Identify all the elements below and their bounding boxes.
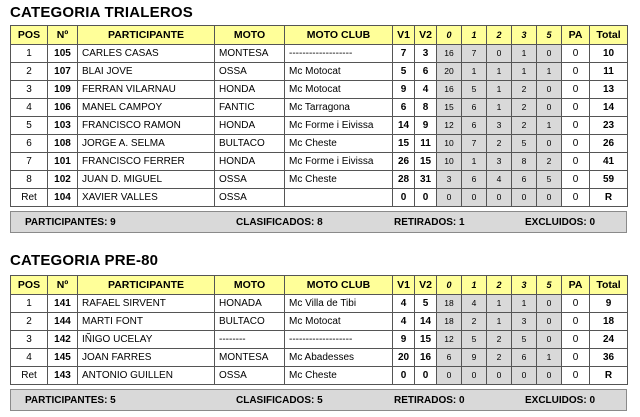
cell-pa: 0 xyxy=(562,81,590,99)
cell-num: 102 xyxy=(48,171,78,189)
cell-p0: 3 xyxy=(437,171,462,189)
table-row xyxy=(11,189,628,207)
cell-v1: 26 xyxy=(393,153,415,171)
col-total: Total xyxy=(590,26,628,45)
cell-v2: 11 xyxy=(415,135,437,153)
cell-p2: 1 xyxy=(487,63,512,81)
cell-pos: Ret xyxy=(11,367,48,385)
cell-moto: HONDA xyxy=(215,81,285,99)
cell-v2: 0 xyxy=(415,189,437,207)
cell-v1: 20 xyxy=(393,349,415,367)
summary-bar xyxy=(10,389,627,411)
summary-retirados: RETIRADOS: 1 xyxy=(394,217,465,228)
cell-participante: JUAN D. MIGUEL xyxy=(78,171,215,189)
cell-pa: 0 xyxy=(562,153,590,171)
cell-pa: 0 xyxy=(562,189,590,207)
cell-p2: 1 xyxy=(487,313,512,331)
cell-p5: 0 xyxy=(537,331,562,349)
cell-moto-club: Mc Cheste xyxy=(285,367,393,385)
cell-num: 144 xyxy=(48,313,78,331)
cell-p3: 3 xyxy=(512,313,537,331)
cell-total: 24 xyxy=(590,331,628,349)
cell-participante: FRANCISCO RAMON xyxy=(78,117,215,135)
cell-moto: MONTESA xyxy=(215,45,285,63)
cell-p2: 1 xyxy=(487,81,512,99)
cell-num: 141 xyxy=(48,295,78,313)
col-pa: PA xyxy=(562,276,590,295)
cell-total: 41 xyxy=(590,153,628,171)
cell-p3: 2 xyxy=(512,81,537,99)
cell-v2: 5 xyxy=(415,295,437,313)
cell-moto-club: ------------------- xyxy=(285,45,393,63)
table-row xyxy=(11,63,628,81)
cell-pa: 0 xyxy=(562,135,590,153)
cell-participante: JORGE A. SELMA xyxy=(78,135,215,153)
summary-bar xyxy=(10,211,627,233)
col-pos: POS xyxy=(11,26,48,45)
cell-moto-club: Mc Cheste xyxy=(285,171,393,189)
cell-p0: 12 xyxy=(437,117,462,135)
cell-pos: 7 xyxy=(11,153,48,171)
table-row xyxy=(11,153,628,171)
cell-v1: 28 xyxy=(393,171,415,189)
cell-p1: 0 xyxy=(462,367,487,385)
cell-p2: 0 xyxy=(487,367,512,385)
col-total: Total xyxy=(590,276,628,295)
cell-p2: 1 xyxy=(487,295,512,313)
cell-p3: 1 xyxy=(512,63,537,81)
col-v2: V2 xyxy=(415,276,437,295)
cell-moto-club: Mc Motocat xyxy=(285,63,393,81)
cell-participante: BLAI JOVE xyxy=(78,63,215,81)
col-p5: 5 xyxy=(537,276,562,295)
col-moto: MOTO xyxy=(215,26,285,45)
cell-p5: 0 xyxy=(537,45,562,63)
summary-clasificados: CLASIFICADOS: 5 xyxy=(236,395,323,406)
cell-moto-club: Mc Villa de Tibi xyxy=(285,295,393,313)
cell-participante: MARTI FONT xyxy=(78,313,215,331)
cell-participante: IÑIGO UCELAY xyxy=(78,331,215,349)
col-p1: 1 xyxy=(462,26,487,45)
cell-v1: 6 xyxy=(393,99,415,117)
cell-v2: 4 xyxy=(415,81,437,99)
cell-pa: 0 xyxy=(562,99,590,117)
cell-pa: 0 xyxy=(562,313,590,331)
col-pos: POS xyxy=(11,276,48,295)
cell-num: 104 xyxy=(48,189,78,207)
cell-p2: 0 xyxy=(487,45,512,63)
col-p5: 5 xyxy=(537,26,562,45)
col-v1: V1 xyxy=(393,26,415,45)
cell-p5: 0 xyxy=(537,367,562,385)
col-p0: 0 xyxy=(437,26,462,45)
cell-moto-club: Mc Forme i Eivissa xyxy=(285,117,393,135)
cell-num: 108 xyxy=(48,135,78,153)
cell-total: 59 xyxy=(590,171,628,189)
cell-total: 36 xyxy=(590,349,628,367)
summary-clasificados: CLASIFICADOS: 8 xyxy=(236,217,323,228)
cell-p0: 10 xyxy=(437,135,462,153)
cell-pos: 8 xyxy=(11,171,48,189)
cell-num: 109 xyxy=(48,81,78,99)
cell-p1: 7 xyxy=(462,135,487,153)
cell-v1: 9 xyxy=(393,331,415,349)
col-v1: V1 xyxy=(393,276,415,295)
cell-p5: 2 xyxy=(537,153,562,171)
cell-p2: 4 xyxy=(487,171,512,189)
cell-pa: 0 xyxy=(562,117,590,135)
cell-moto-club: Mc Forme i Eivissa xyxy=(285,153,393,171)
cell-pa: 0 xyxy=(562,171,590,189)
cell-p0: 18 xyxy=(437,313,462,331)
summary-excluidos: EXCLUIDOS: 0 xyxy=(525,395,596,406)
cell-v1: 15 xyxy=(393,135,415,153)
cell-p0: 0 xyxy=(437,189,462,207)
table-row xyxy=(11,135,628,153)
cell-moto: BULTACO xyxy=(215,313,285,331)
col-p2: 2 xyxy=(487,276,512,295)
cell-v1: 4 xyxy=(393,313,415,331)
col-v2: V2 xyxy=(415,26,437,45)
cell-p0: 16 xyxy=(437,81,462,99)
table-row xyxy=(11,81,628,99)
cell-p5: 0 xyxy=(537,295,562,313)
cell-v2: 3 xyxy=(415,45,437,63)
cell-p3: 0 xyxy=(512,367,537,385)
cell-p1: 2 xyxy=(462,313,487,331)
cell-p3: 5 xyxy=(512,135,537,153)
category-title: CATEGORIA TRIALEROS xyxy=(10,4,193,21)
cell-v2: 15 xyxy=(415,153,437,171)
col-p3: 3 xyxy=(512,26,537,45)
cell-v2: 8 xyxy=(415,99,437,117)
cell-v2: 14 xyxy=(415,313,437,331)
cell-pos: 4 xyxy=(11,99,48,117)
col-p2: 2 xyxy=(487,26,512,45)
cell-p3: 0 xyxy=(512,189,537,207)
cell-p2: 2 xyxy=(487,331,512,349)
cell-p3: 6 xyxy=(512,171,537,189)
cell-p5: 0 xyxy=(537,99,562,117)
cell-p1: 6 xyxy=(462,171,487,189)
cell-p2: 2 xyxy=(487,135,512,153)
cell-p2: 1 xyxy=(487,99,512,117)
table-row xyxy=(11,331,628,349)
cell-moto-club: Mc Motocat xyxy=(285,81,393,99)
cell-moto: MONTESA xyxy=(215,349,285,367)
cell-moto: BULTACO xyxy=(215,135,285,153)
cell-pos: Ret xyxy=(11,189,48,207)
cell-v2: 15 xyxy=(415,331,437,349)
cell-p1: 4 xyxy=(462,295,487,313)
cell-v2: 31 xyxy=(415,171,437,189)
cell-total: 9 xyxy=(590,295,628,313)
cell-num: 103 xyxy=(48,117,78,135)
cell-pos: 5 xyxy=(11,117,48,135)
cell-p2: 0 xyxy=(487,189,512,207)
cell-participante: ANTONIO GUILLEN xyxy=(78,367,215,385)
cell-v2: 0 xyxy=(415,367,437,385)
results-table xyxy=(10,25,628,207)
cell-moto: -------- xyxy=(215,331,285,349)
cell-v1: 14 xyxy=(393,117,415,135)
category-title: CATEGORIA PRE-80 xyxy=(10,252,159,269)
header-row xyxy=(11,26,628,45)
cell-pos: 2 xyxy=(11,313,48,331)
summary-participantes: PARTICIPANTES: 9 xyxy=(25,217,116,228)
cell-p5: 0 xyxy=(537,189,562,207)
cell-num: 106 xyxy=(48,99,78,117)
cell-p1: 0 xyxy=(462,189,487,207)
cell-moto: OSSA xyxy=(215,171,285,189)
cell-v1: 9 xyxy=(393,81,415,99)
cell-p2: 3 xyxy=(487,117,512,135)
cell-moto: HONDA xyxy=(215,153,285,171)
cell-p3: 6 xyxy=(512,349,537,367)
cell-moto-club: Mc Cheste xyxy=(285,135,393,153)
cell-p0: 0 xyxy=(437,367,462,385)
cell-total: 14 xyxy=(590,99,628,117)
cell-v1: 0 xyxy=(393,189,415,207)
cell-participante: JOAN FARRES xyxy=(78,349,215,367)
cell-p1: 6 xyxy=(462,117,487,135)
summary-participantes: PARTICIPANTES: 5 xyxy=(25,395,116,406)
cell-participante: FERRAN VILARNAU xyxy=(78,81,215,99)
col-p3: 3 xyxy=(512,276,537,295)
col-num: Nº xyxy=(48,26,78,45)
cell-pa: 0 xyxy=(562,63,590,81)
cell-total: R xyxy=(590,367,628,385)
cell-p1: 7 xyxy=(462,45,487,63)
cell-p1: 1 xyxy=(462,63,487,81)
cell-pa: 0 xyxy=(562,45,590,63)
cell-p3: 8 xyxy=(512,153,537,171)
cell-moto: FANTIC xyxy=(215,99,285,117)
cell-total: 11 xyxy=(590,63,628,81)
cell-pa: 0 xyxy=(562,367,590,385)
cell-participante: MANEL CAMPOY xyxy=(78,99,215,117)
cell-p2: 2 xyxy=(487,349,512,367)
cell-v1: 5 xyxy=(393,63,415,81)
cell-pos: 3 xyxy=(11,81,48,99)
cell-pa: 0 xyxy=(562,331,590,349)
col-participante: PARTICIPANTE xyxy=(78,26,215,45)
cell-pos: 2 xyxy=(11,63,48,81)
table-row xyxy=(11,349,628,367)
cell-moto: OSSA xyxy=(215,367,285,385)
summary-excluidos: EXCLUIDOS: 0 xyxy=(525,217,596,228)
cell-participante: FRANCISCO FERRER xyxy=(78,153,215,171)
cell-moto-club: ------------------- xyxy=(285,331,393,349)
cell-p0: 20 xyxy=(437,63,462,81)
cell-v2: 9 xyxy=(415,117,437,135)
cell-p0: 6 xyxy=(437,349,462,367)
cell-participante: XAVIER VALLES xyxy=(78,189,215,207)
cell-p1: 1 xyxy=(462,153,487,171)
cell-p3: 2 xyxy=(512,117,537,135)
cell-num: 107 xyxy=(48,63,78,81)
cell-moto: HONDA xyxy=(215,117,285,135)
cell-p5: 1 xyxy=(537,63,562,81)
cell-participante: RAFAEL SIRVENT xyxy=(78,295,215,313)
cell-p5: 0 xyxy=(537,81,562,99)
cell-v2: 16 xyxy=(415,349,437,367)
cell-num: 142 xyxy=(48,331,78,349)
cell-p1: 6 xyxy=(462,99,487,117)
cell-p0: 12 xyxy=(437,331,462,349)
cell-pos: 1 xyxy=(11,45,48,63)
cell-total: 10 xyxy=(590,45,628,63)
cell-moto-club: Mc Abadesses xyxy=(285,349,393,367)
cell-p1: 9 xyxy=(462,349,487,367)
table-row xyxy=(11,45,628,63)
cell-v1: 0 xyxy=(393,367,415,385)
cell-num: 101 xyxy=(48,153,78,171)
col-pa: PA xyxy=(562,26,590,45)
cell-pos: 3 xyxy=(11,331,48,349)
header-row xyxy=(11,276,628,295)
cell-moto: HONADA xyxy=(215,295,285,313)
cell-num: 105 xyxy=(48,45,78,63)
cell-p0: 10 xyxy=(437,153,462,171)
cell-moto: OSSA xyxy=(215,189,285,207)
cell-total: 23 xyxy=(590,117,628,135)
cell-moto-club xyxy=(285,189,393,207)
cell-p1: 5 xyxy=(462,81,487,99)
col-p0: 0 xyxy=(437,276,462,295)
cell-p5: 0 xyxy=(537,313,562,331)
cell-total: 18 xyxy=(590,313,628,331)
cell-p0: 15 xyxy=(437,99,462,117)
cell-p5: 1 xyxy=(537,117,562,135)
col-num: Nº xyxy=(48,276,78,295)
table-row xyxy=(11,313,628,331)
table-row xyxy=(11,171,628,189)
cell-p1: 5 xyxy=(462,331,487,349)
cell-pa: 0 xyxy=(562,295,590,313)
col-moto: MOTO xyxy=(215,276,285,295)
cell-p3: 5 xyxy=(512,331,537,349)
cell-participante: CARLES CASAS xyxy=(78,45,215,63)
cell-total: 13 xyxy=(590,81,628,99)
cell-p3: 1 xyxy=(512,295,537,313)
cell-p3: 2 xyxy=(512,99,537,117)
cell-total: 26 xyxy=(590,135,628,153)
col-participante: PARTICIPANTE xyxy=(78,276,215,295)
cell-pos: 1 xyxy=(11,295,48,313)
cell-pos: 6 xyxy=(11,135,48,153)
table-row xyxy=(11,367,628,385)
col-p1: 1 xyxy=(462,276,487,295)
cell-num: 145 xyxy=(48,349,78,367)
cell-pos: 4 xyxy=(11,349,48,367)
cell-num: 143 xyxy=(48,367,78,385)
cell-pa: 0 xyxy=(562,349,590,367)
cell-total: R xyxy=(590,189,628,207)
cell-p2: 3 xyxy=(487,153,512,171)
cell-v1: 4 xyxy=(393,295,415,313)
table-row xyxy=(11,117,628,135)
summary-retirados: RETIRADOS: 0 xyxy=(394,395,465,406)
cell-moto: OSSA xyxy=(215,63,285,81)
cell-p5: 0 xyxy=(537,135,562,153)
cell-p0: 18 xyxy=(437,295,462,313)
cell-p3: 1 xyxy=(512,45,537,63)
cell-moto-club: Mc Motocat xyxy=(285,313,393,331)
results-table xyxy=(10,275,628,385)
cell-p5: 1 xyxy=(537,349,562,367)
table-row xyxy=(11,295,628,313)
cell-moto-club: Mc Tarragona xyxy=(285,99,393,117)
cell-p0: 16 xyxy=(437,45,462,63)
col-moto-club: MOTO CLUB xyxy=(285,26,393,45)
table-row xyxy=(11,99,628,117)
col-moto-club: MOTO CLUB xyxy=(285,276,393,295)
cell-v1: 7 xyxy=(393,45,415,63)
cell-p5: 5 xyxy=(537,171,562,189)
cell-v2: 6 xyxy=(415,63,437,81)
